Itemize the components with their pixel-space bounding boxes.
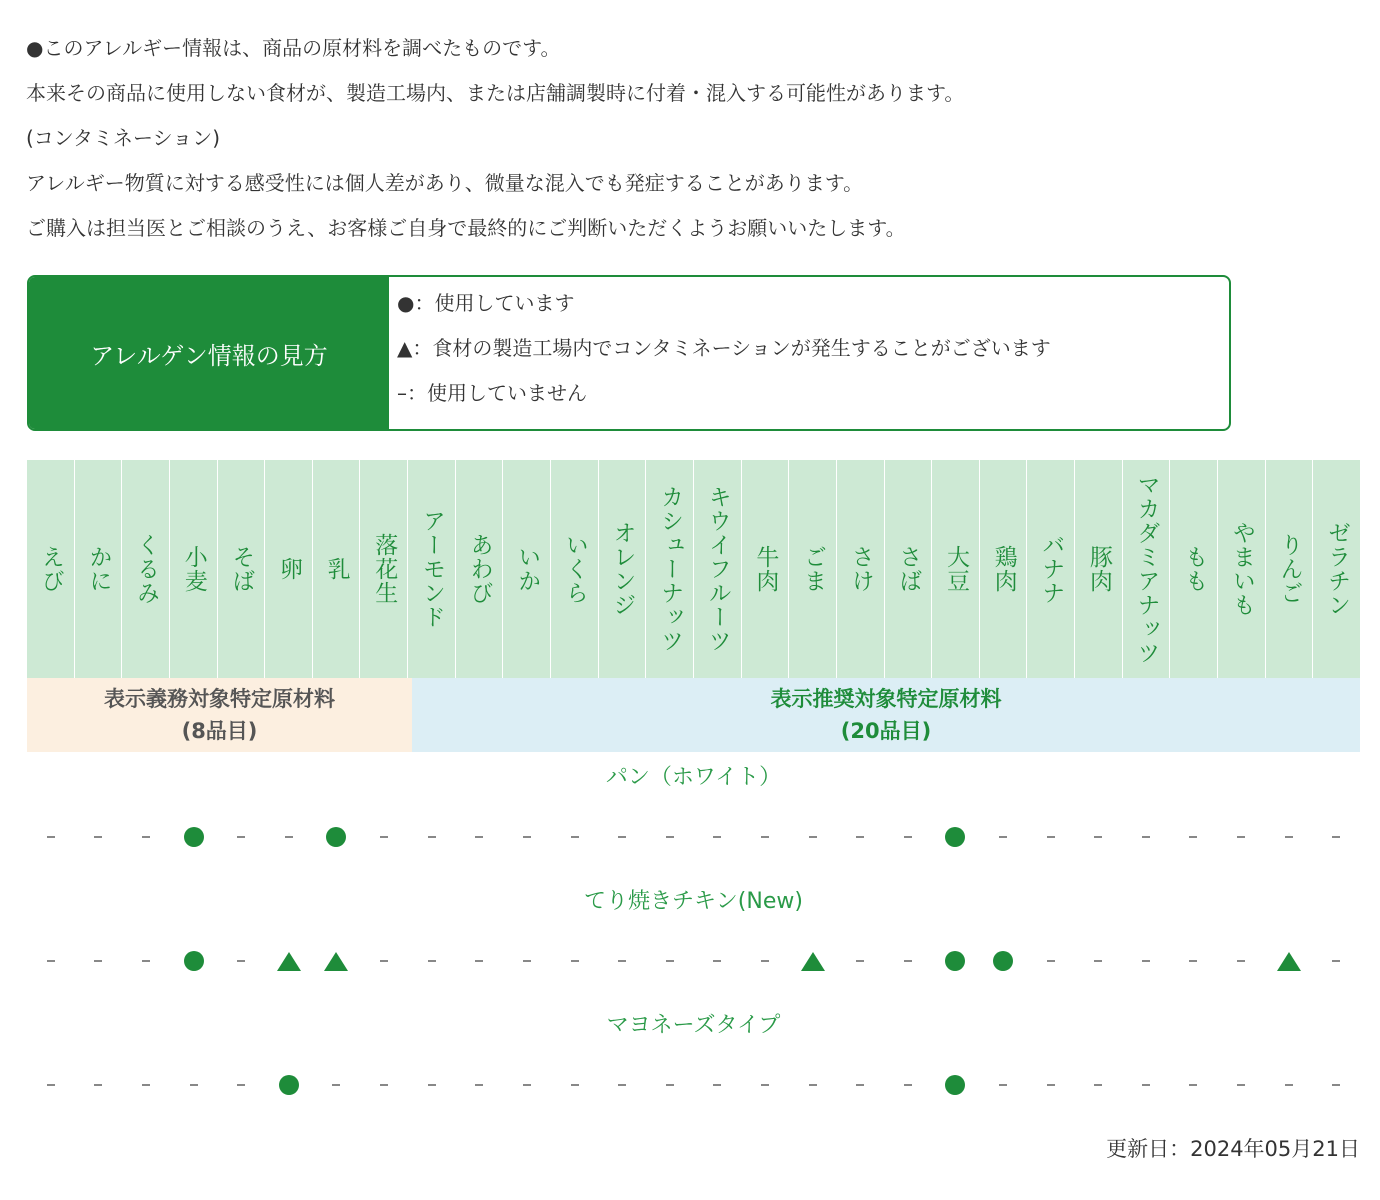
notice-line: (コンタミネーション): [26, 126, 221, 150]
group-recommended-count: (20品目): [840, 719, 932, 743]
allergen-header-cell: [551, 460, 599, 678]
not-used-mark: [713, 1084, 721, 1086]
not-used-mark: [1237, 1084, 1245, 1086]
not-used-mark: [1094, 1084, 1102, 1086]
legend-item-not-used: –：使用していません: [397, 381, 587, 405]
not-used-mark: [1237, 960, 1245, 962]
not-used-mark: [713, 960, 721, 962]
allergen-header-label: さけ: [847, 545, 874, 593]
allergen-header-cell: [885, 460, 933, 678]
allergen-cell-not-used: [741, 960, 789, 962]
not-used-mark: [1285, 836, 1293, 838]
allergen-cell-not-used: [265, 836, 313, 838]
allergen-cell-not-used: [503, 1084, 551, 1086]
allergen-cell-not-used: [1312, 960, 1360, 962]
allergen-header-cell: [27, 460, 75, 678]
not-used-mark: [237, 1084, 245, 1086]
allergy-notice: [26, 26, 1356, 251]
product-name: パン（ホワイト）: [605, 764, 782, 790]
allergen-header-label: そば: [228, 545, 255, 593]
not-used-mark: [1142, 1084, 1150, 1086]
allergen-cell-used: [932, 1075, 980, 1095]
not-used-mark: [475, 960, 483, 962]
allergen-cell-not-used: [1074, 960, 1122, 962]
allergen-cell-not-used: [408, 960, 456, 962]
allergen-header-cell: [1170, 460, 1218, 678]
allergen-header-label: マカダミアナッツ: [1133, 473, 1160, 665]
allergen-cell-not-used: [598, 836, 646, 838]
not-used-mark: [475, 1084, 483, 1086]
used-mark: [945, 1075, 965, 1095]
allergen-cell-not-used: [408, 836, 456, 838]
allergen-cell-not-used: [360, 1084, 408, 1086]
allergen-header-cell: [408, 460, 456, 678]
not-used-mark: [142, 1084, 150, 1086]
allergen-cell-not-used: [1170, 960, 1218, 962]
allergen-cell-not-used: [455, 1084, 503, 1086]
product-name: マヨネーズタイプ: [606, 1012, 781, 1038]
allergen-cell-not-used: [598, 1084, 646, 1086]
allergen-cell-not-used: [1170, 836, 1218, 838]
allergen-cell-not-used: [694, 1084, 742, 1086]
allergen-cell-contamination: [1265, 952, 1313, 971]
allergen-header-label: やまいも: [1228, 521, 1255, 617]
not-used-mark: [237, 960, 245, 962]
contamination-mark: [801, 952, 825, 971]
allergen-header-label: いか: [514, 545, 541, 593]
notice-line: アレルギー物質に対する感受性には個人差があり、微量な混入でも発症することがあります。: [26, 171, 864, 195]
allergen-header-label: 牛肉: [752, 545, 779, 593]
not-used-mark: [428, 960, 436, 962]
allergen-cell-not-used: [836, 1084, 884, 1086]
allergen-cell-not-used: [122, 960, 170, 962]
allergen-cell-not-used: [313, 1084, 361, 1086]
not-used-mark: [761, 1084, 769, 1086]
allergen-header-label: 鶏肉: [990, 545, 1017, 593]
allergen-cell-contamination: [789, 952, 837, 971]
not-used-mark: [332, 1084, 340, 1086]
allergen-header-label: カシューナッツ: [657, 485, 684, 653]
allergen-cell-used: [265, 1075, 313, 1095]
not-used-mark: [1094, 836, 1102, 838]
not-used-mark: [523, 960, 531, 962]
not-used-mark: [285, 836, 293, 838]
allergen-cell-not-used: [503, 836, 551, 838]
used-mark: [945, 951, 965, 971]
contamination-mark: [277, 952, 301, 971]
allergen-cell-not-used: [884, 836, 932, 838]
allergen-cell-used: [932, 951, 980, 971]
allergen-cell-not-used: [694, 960, 742, 962]
allergen-header-cell: [1218, 460, 1266, 678]
not-used-mark: [1237, 836, 1245, 838]
allergen-cell-not-used: [75, 1084, 123, 1086]
allergen-header-label: 大豆: [942, 545, 969, 593]
contamination-mark: [1277, 952, 1301, 971]
allergen-cell-not-used: [646, 960, 694, 962]
allergen-header-cell: [789, 460, 837, 678]
allergen-header-label: オレンジ: [609, 521, 636, 617]
used-mark: [184, 827, 204, 847]
not-used-mark: [47, 836, 55, 838]
not-used-mark: [809, 836, 817, 838]
allergen-header-label: 落花生: [371, 533, 398, 605]
not-used-mark: [856, 1084, 864, 1086]
allergen-header-cell: [980, 460, 1028, 678]
allergen-cell-not-used: [551, 960, 599, 962]
allergen-cell-not-used: [455, 836, 503, 838]
allergen-cell-not-used: [1027, 836, 1075, 838]
product-list: [27, 752, 1360, 1124]
allergen-cell-not-used: [1122, 1084, 1170, 1086]
product-name: てり焼きチキン(New): [584, 888, 803, 914]
allergen-header-cell: [265, 460, 313, 678]
allergen-cell-not-used: [884, 1084, 932, 1086]
not-used-mark: [618, 960, 626, 962]
product-allergen-row: [27, 1046, 1360, 1124]
allergen-cell-used: [313, 827, 361, 847]
not-used-mark: [856, 960, 864, 962]
not-used-mark: [999, 836, 1007, 838]
allergen-header-cell: [694, 460, 742, 678]
allergen-header-cell: [122, 460, 170, 678]
allergen-cell-not-used: [217, 836, 265, 838]
allergen-cell-used: [170, 951, 218, 971]
notice-line: 本来その商品に使用しない食材が、製造工場内、または店舗調製時に付着・混入する可能性があります。: [26, 81, 965, 105]
allergen-cell-not-used: [122, 1084, 170, 1086]
allergen-header-label: 卵: [276, 557, 303, 581]
not-used-mark: [1047, 960, 1055, 962]
allergen-cell-not-used: [503, 960, 551, 962]
not-used-mark: [1047, 1084, 1055, 1086]
not-used-mark: [237, 836, 245, 838]
allergen-header-label: 乳: [323, 557, 350, 581]
legend-item-contamination: ▲：食材の製造工場内でコンタミネーションが発生することがございます: [397, 336, 1051, 360]
not-used-mark: [428, 1084, 436, 1086]
group-required: [27, 678, 412, 752]
used-mark: [993, 951, 1013, 971]
allergen-header-cell: [1266, 460, 1314, 678]
allergen-cell-not-used: [741, 1084, 789, 1086]
not-used-mark: [571, 960, 579, 962]
allergen-cell-not-used: [27, 960, 75, 962]
not-used-mark: [618, 1084, 626, 1086]
allergen-header-label: ごま: [800, 545, 827, 593]
allergen-cell-not-used: [27, 836, 75, 838]
not-used-mark: [666, 1084, 674, 1086]
allergen-cell-not-used: [836, 836, 884, 838]
allergen-cell-not-used: [122, 836, 170, 838]
allergen-cell-not-used: [408, 1084, 456, 1086]
allergen-cell-not-used: [455, 960, 503, 962]
allergen-table: [27, 460, 1360, 1124]
allergen-cell-not-used: [75, 836, 123, 838]
legend-box: [27, 275, 1231, 431]
not-used-mark: [1094, 960, 1102, 962]
allergen-header-cell: [932, 460, 980, 678]
allergen-header-cell: [313, 460, 361, 678]
not-used-mark: [999, 1084, 1007, 1086]
not-used-mark: [856, 836, 864, 838]
not-used-mark: [475, 836, 483, 838]
not-used-mark: [1142, 960, 1150, 962]
product-allergen-row: [27, 922, 1360, 1000]
not-used-mark: [1332, 960, 1340, 962]
not-used-mark: [713, 836, 721, 838]
allergen-cell-not-used: [1122, 836, 1170, 838]
group-required-label: 表示義務対象特定原材料: [104, 687, 335, 711]
allergen-cell-not-used: [551, 1084, 599, 1086]
allergen-cell-not-used: [789, 836, 837, 838]
not-used-mark: [904, 960, 912, 962]
allergen-header-label: バナナ: [1038, 533, 1065, 605]
allergen-cell-not-used: [598, 960, 646, 962]
allergen-header-cell: [1075, 460, 1123, 678]
allergen-header-label: 小麦: [180, 545, 207, 593]
allergen-header-label: キウイフルーツ: [704, 485, 731, 653]
allergen-header-cell: [1027, 460, 1075, 678]
not-used-mark: [904, 1084, 912, 1086]
not-used-mark: [761, 960, 769, 962]
allergen-header-label: アーモンド: [418, 509, 445, 629]
allergen-header-cell: [456, 460, 504, 678]
not-used-mark: [618, 836, 626, 838]
allergen-header-label: かに: [85, 545, 112, 593]
allergen-header-label: さば: [895, 545, 922, 593]
not-used-mark: [1189, 960, 1197, 962]
allergen-cell-not-used: [27, 1084, 75, 1086]
legend-item-used: ●：使用しています: [397, 291, 575, 315]
allergen-header-row: [27, 460, 1360, 678]
not-used-mark: [142, 960, 150, 962]
allergen-cell-not-used: [1027, 1084, 1075, 1086]
allergen-cell-not-used: [1122, 960, 1170, 962]
allergen-header-cell: [360, 460, 408, 678]
allergen-cell-not-used: [1265, 1084, 1313, 1086]
allergen-cell-not-used: [979, 836, 1027, 838]
allergen-cell-contamination: [313, 952, 361, 971]
not-used-mark: [380, 960, 388, 962]
allergen-cell-not-used: [1217, 960, 1265, 962]
allergen-cell-not-used: [1312, 836, 1360, 838]
not-used-mark: [1332, 1084, 1340, 1086]
legend-title: アレルゲン情報の見方: [29, 277, 389, 429]
not-used-mark: [523, 1084, 531, 1086]
allergen-header-cell: [1313, 460, 1360, 678]
allergen-cell-not-used: [1217, 1084, 1265, 1086]
not-used-mark: [1285, 1084, 1293, 1086]
not-used-mark: [380, 836, 388, 838]
allergen-cell-not-used: [646, 1084, 694, 1086]
notice-line: ご購入は担当医とご相談のうえ、お客様ご自身で最終的にご判断いただくようお願いいたします。: [26, 216, 906, 240]
allergen-cell-not-used: [741, 836, 789, 838]
not-used-mark: [94, 1084, 102, 1086]
not-used-mark: [380, 1084, 388, 1086]
allergen-cell-not-used: [217, 960, 265, 962]
not-used-mark: [47, 960, 55, 962]
allergen-cell-used: [932, 827, 980, 847]
allergen-cell-not-used: [694, 836, 742, 838]
not-used-mark: [1189, 1084, 1197, 1086]
allergen-cell-not-used: [789, 1084, 837, 1086]
allergen-cell-not-used: [1074, 1084, 1122, 1086]
group-required-count: (8品目): [181, 719, 258, 743]
allergen-cell-not-used: [360, 836, 408, 838]
allergen-group-row: [27, 678, 1360, 752]
allergen-cell-not-used: [1170, 1084, 1218, 1086]
allergen-header-label: えび: [37, 545, 64, 593]
allergen-header-label: もも: [1181, 545, 1208, 593]
allergen-header-cell: [742, 460, 790, 678]
not-used-mark: [190, 1084, 198, 1086]
used-mark: [279, 1075, 299, 1095]
allergen-header-cell: [837, 460, 885, 678]
not-used-mark: [571, 1084, 579, 1086]
allergen-cell-used: [170, 827, 218, 847]
allergen-cell-contamination: [265, 952, 313, 971]
product-allergen-row: [27, 798, 1360, 876]
allergen-header-cell: [1123, 460, 1171, 678]
allergen-header-cell: [646, 460, 694, 678]
allergen-header-cell: [170, 460, 218, 678]
not-used-mark: [1142, 836, 1150, 838]
allergen-cell-not-used: [217, 1084, 265, 1086]
allergen-cell-not-used: [979, 1084, 1027, 1086]
not-used-mark: [1047, 836, 1055, 838]
allergen-cell-not-used: [884, 960, 932, 962]
not-used-mark: [809, 1084, 817, 1086]
not-used-mark: [94, 960, 102, 962]
allergen-header-label: ゼラチン: [1324, 521, 1351, 617]
allergen-header-label: くるみ: [133, 533, 160, 605]
legend-items: [389, 277, 1229, 429]
not-used-mark: [1189, 836, 1197, 838]
not-used-mark: [47, 1084, 55, 1086]
not-used-mark: [523, 836, 531, 838]
allergen-cell-not-used: [836, 960, 884, 962]
allergen-header-cell: [75, 460, 123, 678]
used-mark: [945, 827, 965, 847]
not-used-mark: [571, 836, 579, 838]
allergen-cell-not-used: [170, 1084, 218, 1086]
allergen-cell-not-used: [75, 960, 123, 962]
allergen-cell-not-used: [1074, 836, 1122, 838]
allergen-cell-not-used: [1265, 836, 1313, 838]
allergen-header-cell: [218, 460, 266, 678]
allergen-header-label: 豚肉: [1085, 545, 1112, 593]
not-used-mark: [666, 960, 674, 962]
not-used-mark: [428, 836, 436, 838]
allergen-header-label: りんご: [1276, 533, 1303, 605]
used-mark: [326, 827, 346, 847]
allergen-cell-not-used: [1217, 836, 1265, 838]
group-recommended-label: 表示推奨対象特定原材料: [770, 687, 1002, 711]
not-used-mark: [904, 836, 912, 838]
group-recommended: [412, 678, 1360, 752]
not-used-mark: [142, 836, 150, 838]
not-used-mark: [666, 836, 674, 838]
allergen-cell-not-used: [360, 960, 408, 962]
updated-date: 更新日：2024年05月21日: [1106, 1137, 1360, 1161]
notice-line: ●このアレルギー情報は、商品の原材料を調べたものです。: [26, 36, 561, 60]
allergen-header-label: あわび: [466, 533, 493, 605]
not-used-mark: [1332, 836, 1340, 838]
allergen-header-label: いくら: [561, 533, 588, 605]
allergen-cell-not-used: [551, 836, 599, 838]
used-mark: [184, 951, 204, 971]
contamination-mark: [324, 952, 348, 971]
allergen-header-cell: [503, 460, 551, 678]
allergen-cell-not-used: [1027, 960, 1075, 962]
not-used-mark: [94, 836, 102, 838]
not-used-mark: [761, 836, 769, 838]
allergen-cell-not-used: [1312, 1084, 1360, 1086]
allergen-cell-not-used: [646, 836, 694, 838]
allergen-cell-used: [979, 951, 1027, 971]
allergen-header-cell: [599, 460, 647, 678]
